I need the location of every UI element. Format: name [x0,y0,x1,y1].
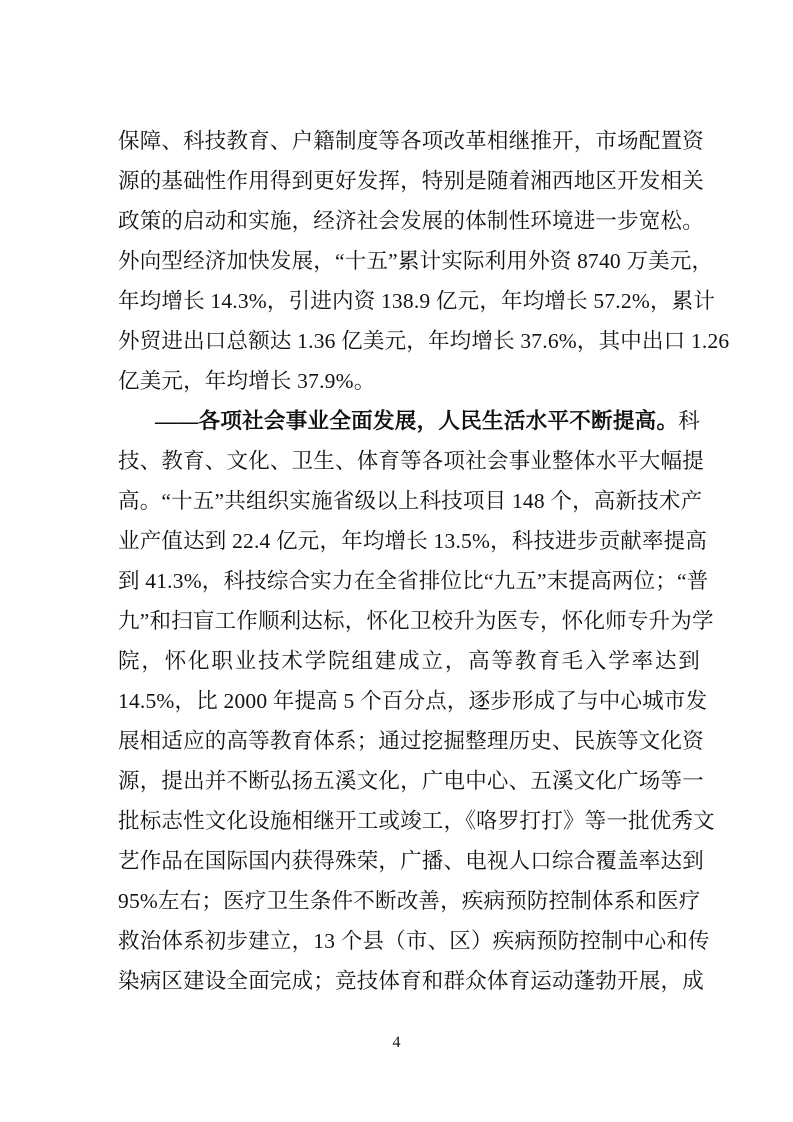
text-line: 外贸进出口总额达 1.36 亿美元，年均增长 37.6%，其中出口 1.26 [118,329,730,353]
text-line: 批标志性文化设施相继开工或竣工，《咯罗打打》等一批优秀文 [118,809,715,833]
text-line: 展相适应的高等教育体系；通过挖掘整理历史、民族等文化资 [118,729,704,753]
page-number: 4 [392,1034,401,1051]
text-line: 外向型经济加快发展，“十五”累计实际利用外资 8740 万美元， [118,249,714,273]
text-line: 95%左右；医疗卫生条件不断改善，疾病预防控制体系和医疗 [118,889,701,913]
page-body-text [118,121,730,1001]
text-line: 业产值达到 22.4 亿元，年均增长 13.5%，科技进步贡献率提高 [118,529,708,553]
text-line: 高。“十五”共组织实施省级以上科技项目 148 个，高新技术产 [118,489,703,513]
text-line: 艺作品在国际国内获得殊荣，广播、电视人口综合覆盖率达到 [118,849,704,873]
text-line: 年均增长 14.3%，引进内资 138.9 亿元，年均增长 57.2%，累计 [118,289,716,313]
page-footer [0,1034,793,1052]
text-line: 染病区建设全面完成；竞技体育和群众体育运动蓬勃开展，成 [118,969,704,993]
text-line: 源的基础性作用得到更好发挥，特别是随着湘西地区开发相关 [118,169,704,193]
text-line: 到 41.3%，科技综合实力在全省排位比“九五”末提高两位；“普 [118,569,709,593]
text-line: 九”和扫盲工作顺利达标，怀化卫校升为医专，怀化师专升为学 [118,609,714,633]
text-line: 14.5%，比 2000 年提高 5 个百分点，逐步形成了与中心城市发 [118,689,708,713]
text-line: 技、教育、文化、卫生、体育等各项社会事业整体水平大幅提 [118,449,704,473]
text-line: 院，怀化职业技术学院组建成立，高等教育毛入学率达到 [118,649,700,673]
text-line: 政策的启动和实施，经济社会发展的体制性环境进一步宽松。 [118,209,704,233]
text-line: 源，提出并不断弘扬五溪文化，广电中心、五溪文化广场等一 [118,769,704,793]
bold-paragraph-lead: ——各项社会事业全面发展，人民生活水平不断提高。 [155,409,679,433]
text-line: 亿美元，年均增长 37.9%。 [118,369,376,393]
text-line: 保障、科技教育、户籍制度等各项改革相继推开，市场配置资 [118,129,704,153]
text-line: 救治体系初步建立，13 个县（市、区）疾病预防控制中心和传 [118,929,710,953]
text-line: ——各项社会事业全面发展，人民生活水平不断提高。科 [155,409,700,433]
